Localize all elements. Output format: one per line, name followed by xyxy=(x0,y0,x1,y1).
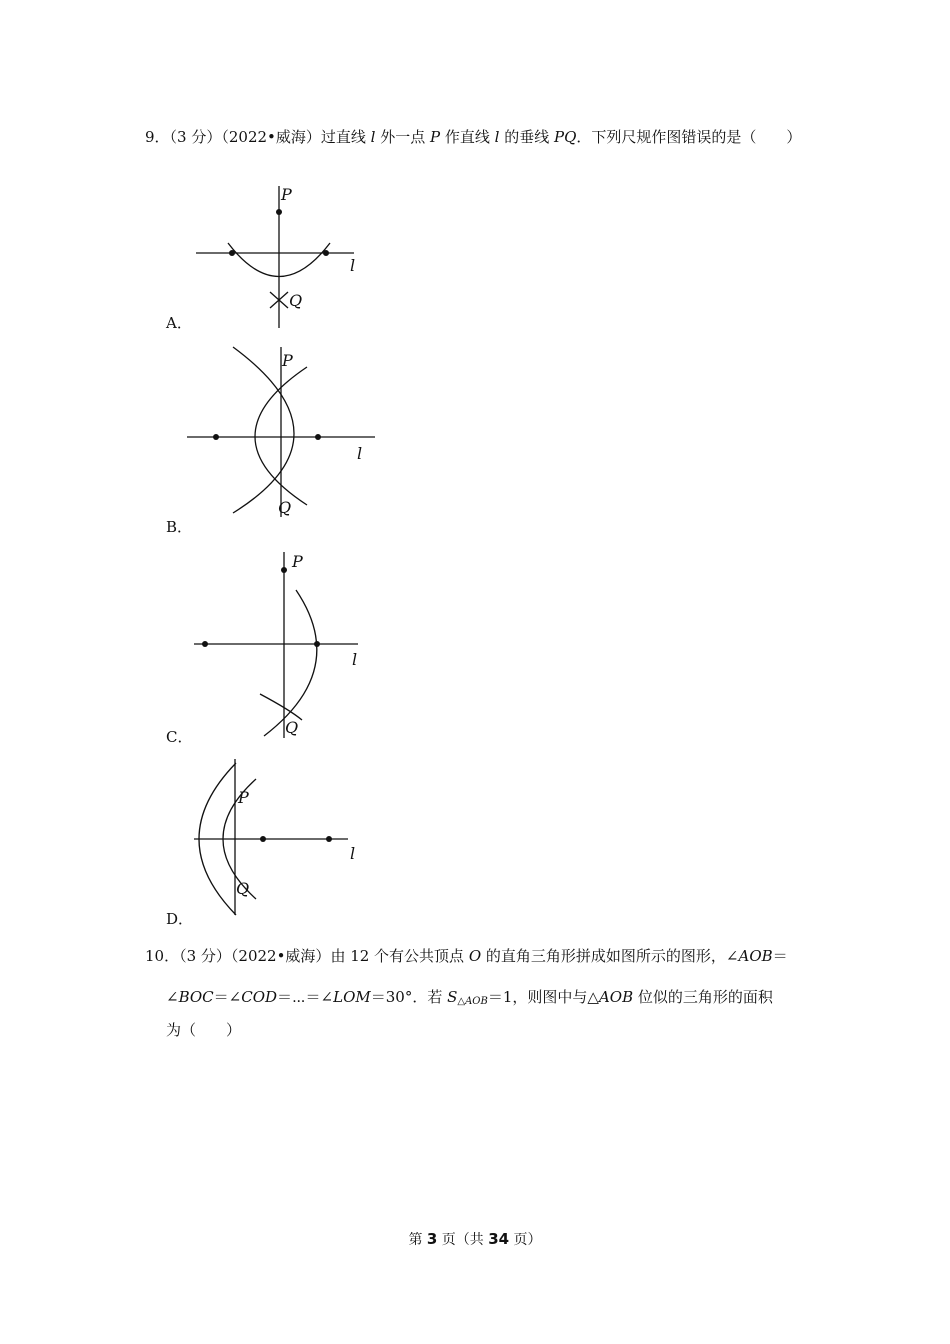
option-b-label: B． xyxy=(166,518,193,536)
page-footer xyxy=(0,1229,950,1249)
question-text: 过直线 xyxy=(320,128,371,146)
question-text: ．下列尺规作图错误的是（ ） xyxy=(576,128,802,146)
footer-text: 页（共 xyxy=(437,1232,489,1248)
variable-l: l xyxy=(494,128,500,146)
label-q: Q xyxy=(289,291,303,310)
label-p: P xyxy=(238,788,249,807)
question-source: （2022•威海） xyxy=(221,128,321,146)
question-number: 10． xyxy=(145,947,180,965)
question-text: 位似的三角形的面积 xyxy=(633,988,773,1006)
point-p xyxy=(276,209,282,215)
variable-boc: BOC xyxy=(178,988,214,1006)
question-9-text xyxy=(145,127,801,147)
variable-l: l xyxy=(370,128,376,146)
footer-text: 页） xyxy=(509,1232,542,1248)
variable-pq: PQ xyxy=(554,128,577,146)
label-l: l xyxy=(350,844,356,863)
question-10-line-2 xyxy=(166,987,773,1012)
question-points: （3 分） xyxy=(179,947,231,965)
variable-aob: AOB xyxy=(598,988,634,1006)
point-intersection xyxy=(315,434,321,440)
arc xyxy=(260,694,302,720)
figure-option-a xyxy=(190,180,370,330)
variable-o: O xyxy=(468,947,482,965)
variable-cod: COD xyxy=(241,988,278,1006)
variable-lom: LOM xyxy=(333,988,371,1006)
variable-s: S xyxy=(447,988,458,1006)
label-p: P xyxy=(281,185,292,204)
question-text: 的直角三角形拼成如图所示的图形，∠ xyxy=(481,947,739,965)
label-l: l xyxy=(350,256,356,275)
label-q: Q xyxy=(278,498,292,517)
label-q: Q xyxy=(285,718,299,737)
footer-text: 第 xyxy=(408,1232,427,1248)
question-text: ＝ xyxy=(772,947,788,965)
point-intersection xyxy=(260,836,266,842)
label-p: P xyxy=(292,552,303,571)
point-intersection xyxy=(323,250,329,256)
figure-option-d xyxy=(190,755,370,920)
question-text: ＝∠ xyxy=(213,988,242,1006)
subscript-aob: △AOB xyxy=(457,996,488,1007)
question-points: （3 分） xyxy=(169,128,222,146)
page-number: 3 xyxy=(426,1230,438,1248)
figure-option-b xyxy=(185,345,385,520)
option-a-label: A． xyxy=(166,314,192,332)
question-text: ∠ xyxy=(166,988,179,1006)
total-pages: 34 xyxy=(488,1230,510,1248)
question-number: 9． xyxy=(145,128,170,146)
question-text: 作直线 xyxy=(440,128,495,146)
variable-aob: AOB xyxy=(738,947,773,965)
point-intersection xyxy=(326,836,332,842)
question-text: ＝30°．若 xyxy=(370,988,448,1006)
option-c-label: C． xyxy=(166,728,193,746)
figure-option-c xyxy=(190,550,370,740)
label-p: P xyxy=(282,351,293,370)
question-text: 的垂线 xyxy=(499,128,555,146)
question-10-line-3: 为（ ） xyxy=(166,1021,242,1039)
label-l: l xyxy=(352,650,358,669)
label-l: l xyxy=(357,444,363,463)
option-d-label: D． xyxy=(166,910,194,928)
label-q: Q xyxy=(236,879,250,898)
question-text: ＝⋯＝∠ xyxy=(277,988,334,1006)
arc xyxy=(264,590,317,736)
point-intersection xyxy=(202,641,208,647)
point-intersection xyxy=(213,434,219,440)
question-text: 由 12 个有公共顶点 xyxy=(330,947,469,965)
question-10-line-1 xyxy=(145,946,788,966)
point-intersection xyxy=(314,641,320,647)
question-source: （2022•威海） xyxy=(230,947,331,965)
variable-p: P xyxy=(430,128,441,146)
point-p xyxy=(281,567,287,573)
question-text: 外一点 xyxy=(375,128,431,146)
question-text: ＝1，则图中与△ xyxy=(487,988,599,1006)
point-intersection xyxy=(229,250,235,256)
